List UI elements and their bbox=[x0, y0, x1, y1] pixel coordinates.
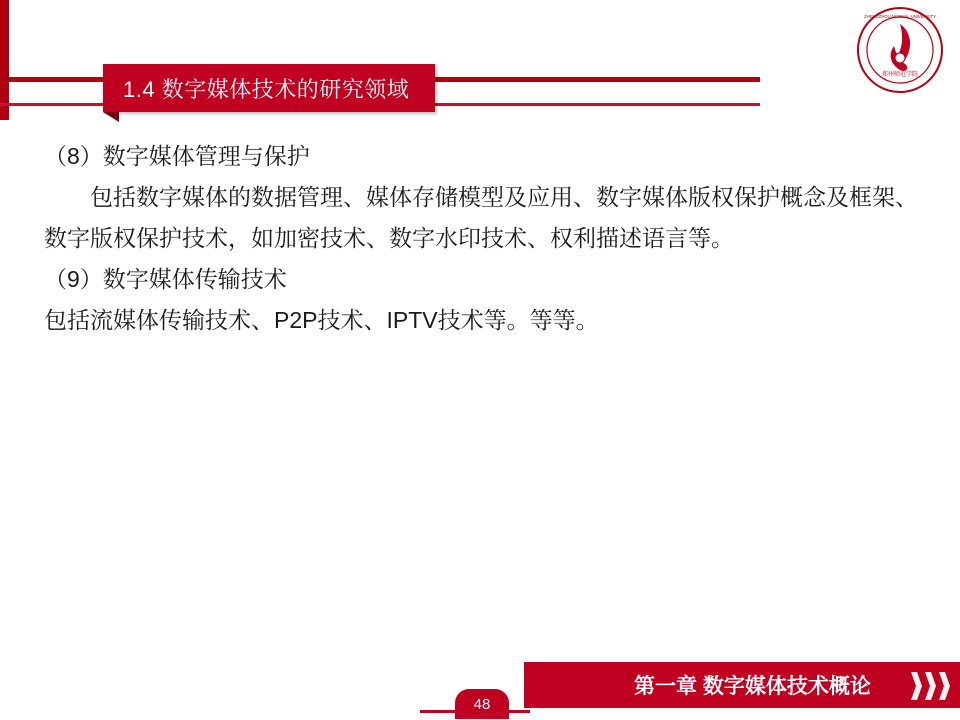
page-number-badge: 48 bbox=[455, 689, 509, 719]
footer-chapter-title: 第一章 数字媒体技术概论 bbox=[634, 675, 871, 698]
slide-title: 1.4 数字媒体技术的研究领域 bbox=[123, 76, 410, 102]
body-paragraph: （9）数字媒体传输技术 bbox=[44, 265, 287, 292]
left-accent-bar bbox=[0, 0, 9, 120]
footer-bar bbox=[524, 662, 960, 708]
svg-text:ZHENGZHOU NORMAL UNIVERSITY: ZHENGZHOU NORMAL UNIVERSITY bbox=[864, 14, 936, 19]
slide-body bbox=[44, 136, 924, 341]
body-paragraph: 包括流媒体传输技术、P2P技术、IPTV技术等。等等。 bbox=[44, 306, 599, 333]
svg-text:郑州师范学院: 郑州师范学院 bbox=[881, 72, 919, 78]
banner-notch bbox=[103, 112, 119, 122]
slide-title-banner bbox=[103, 64, 435, 112]
logo-seal-icon bbox=[856, 6, 944, 94]
chevron-right-icon bbox=[911, 672, 950, 700]
body-paragraph: 包括数字媒体的数据管理、媒体存储模型及应用、数字媒体版权保护概念及框架、数字版权保护技术，如加密技术、数字水印技术、权利描述语言等。 bbox=[44, 183, 918, 251]
body-paragraph: （8）数字媒体管理与保护 bbox=[44, 143, 310, 169]
university-logo bbox=[856, 6, 944, 94]
